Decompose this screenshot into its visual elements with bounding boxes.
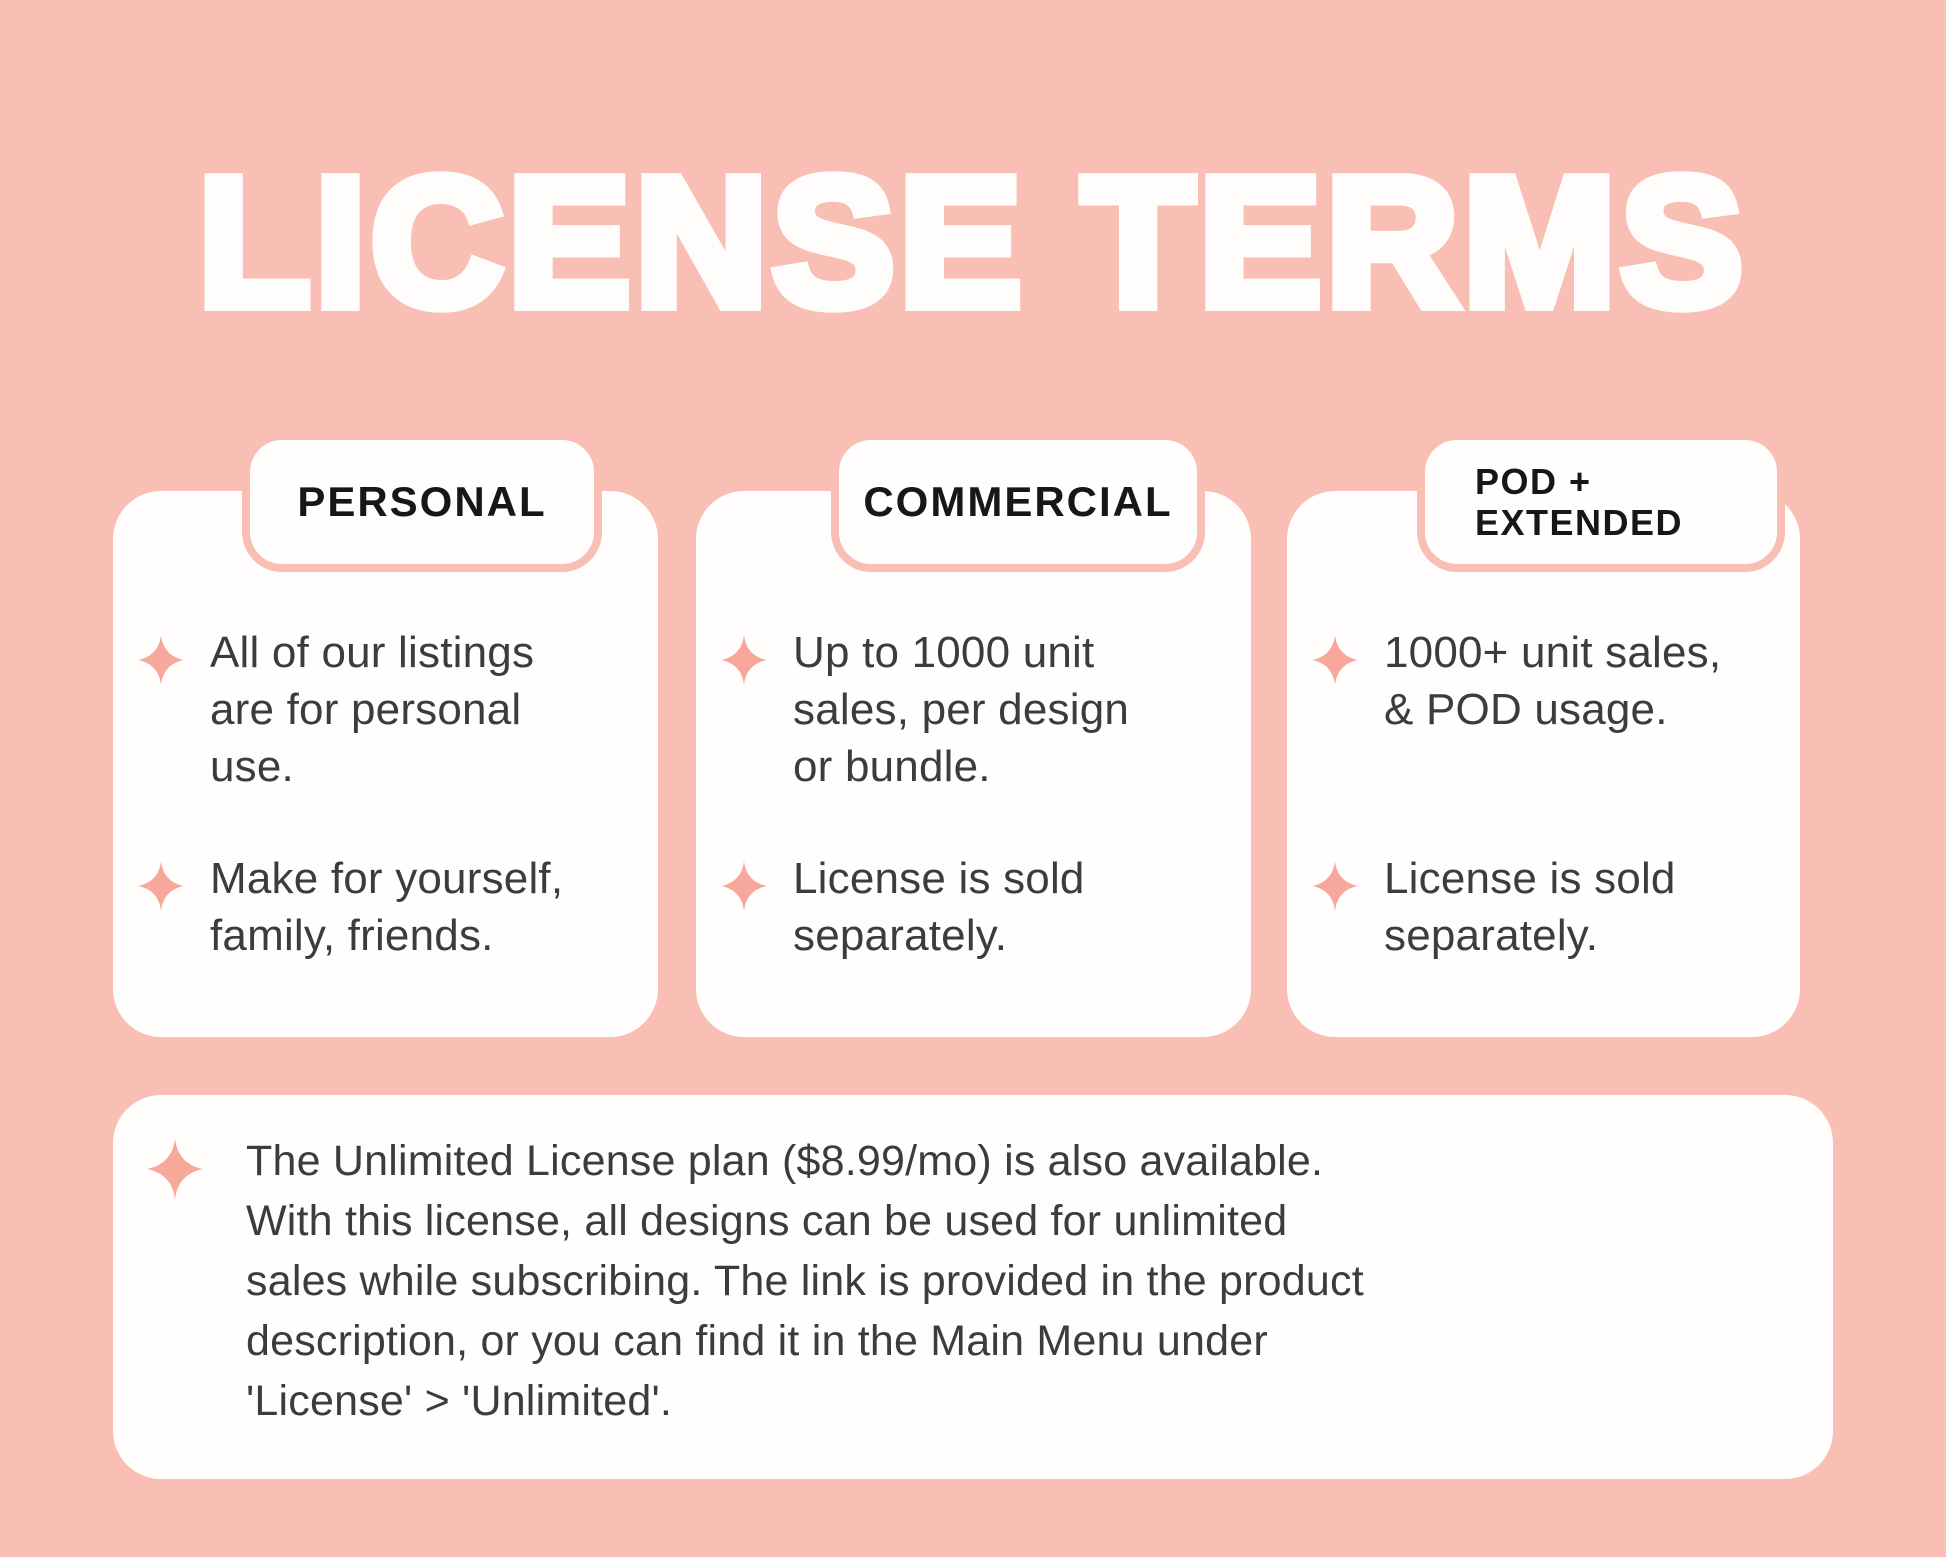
bullet-line: 1000+ unit sales,: [1384, 628, 1722, 677]
list-item: [1312, 850, 1790, 964]
bullet-text: [210, 850, 563, 964]
card-commercial-tab-label: COMMERCIAL: [863, 478, 1173, 525]
bullet-line: Make for yourself,: [210, 854, 564, 903]
card-commercial-tab: [831, 432, 1205, 572]
note-line: description, or you can find it in the Main Menu under: [246, 1317, 1268, 1365]
bullet-line: License is sold: [793, 854, 1085, 903]
card-pod-extended-tab: [1417, 432, 1785, 572]
note-line: With this license, all designs can be used for unlimited: [246, 1197, 1288, 1245]
sparkle-icon: [1312, 860, 1358, 912]
bullet-line: use.: [210, 742, 294, 791]
sparkle-icon: [1312, 634, 1358, 686]
sparkle-icon: [721, 860, 767, 912]
note-line: 'License' > 'Unlimited'.: [246, 1377, 673, 1425]
bullet-line: separately.: [1384, 911, 1599, 960]
list-item: [721, 850, 1241, 964]
bullet-line: All of our listings: [210, 628, 535, 677]
sparkle-icon: [147, 1137, 203, 1201]
list-item: [721, 624, 1241, 795]
bullet-line: or bundle.: [793, 742, 991, 791]
sparkle-icon: [138, 634, 184, 686]
bullet-text: [1384, 624, 1721, 738]
list-item: [138, 850, 648, 964]
bullet-line: & POD usage.: [1384, 685, 1668, 734]
card-personal-tab-label: PERSONAL: [297, 478, 547, 525]
bullet-line: Up to 1000 unit: [793, 628, 1095, 677]
bullet-text: [1384, 850, 1676, 964]
bullet-line: are for personal: [210, 685, 522, 734]
list-item: [1312, 624, 1790, 738]
bullet-line: sales, per design: [793, 685, 1130, 734]
card-pod-extended-tab-label-line: POD +: [1475, 461, 1592, 502]
sparkle-icon: [138, 860, 184, 912]
bullet-text: [210, 624, 534, 795]
list-item: [138, 624, 648, 795]
note-line: The Unlimited License plan ($8.99/mo) is also available.: [246, 1137, 1324, 1185]
bullet-text: [793, 624, 1129, 795]
card-personal: [113, 478, 658, 1037]
page-title: LICENSE TERMS: [198, 139, 1748, 344]
card-pod-extended-tab-label-line: EXTENDED: [1475, 502, 1684, 543]
unlimited-license-note-card: [113, 1095, 1833, 1479]
card-personal-tab: [242, 432, 602, 572]
bullet-line: family, friends.: [210, 911, 494, 960]
bullet-line: License is sold: [1384, 854, 1676, 903]
bullet-text: [793, 850, 1085, 964]
unlimited-license-note-text: [246, 1131, 1646, 1431]
sparkle-icon: [721, 634, 767, 686]
card-commercial: [696, 478, 1251, 1037]
card-pod-extended: [1287, 461, 1800, 1037]
note-line: sales while subscribing. The link is provided in the product: [246, 1257, 1364, 1305]
bullet-line: separately.: [793, 911, 1008, 960]
